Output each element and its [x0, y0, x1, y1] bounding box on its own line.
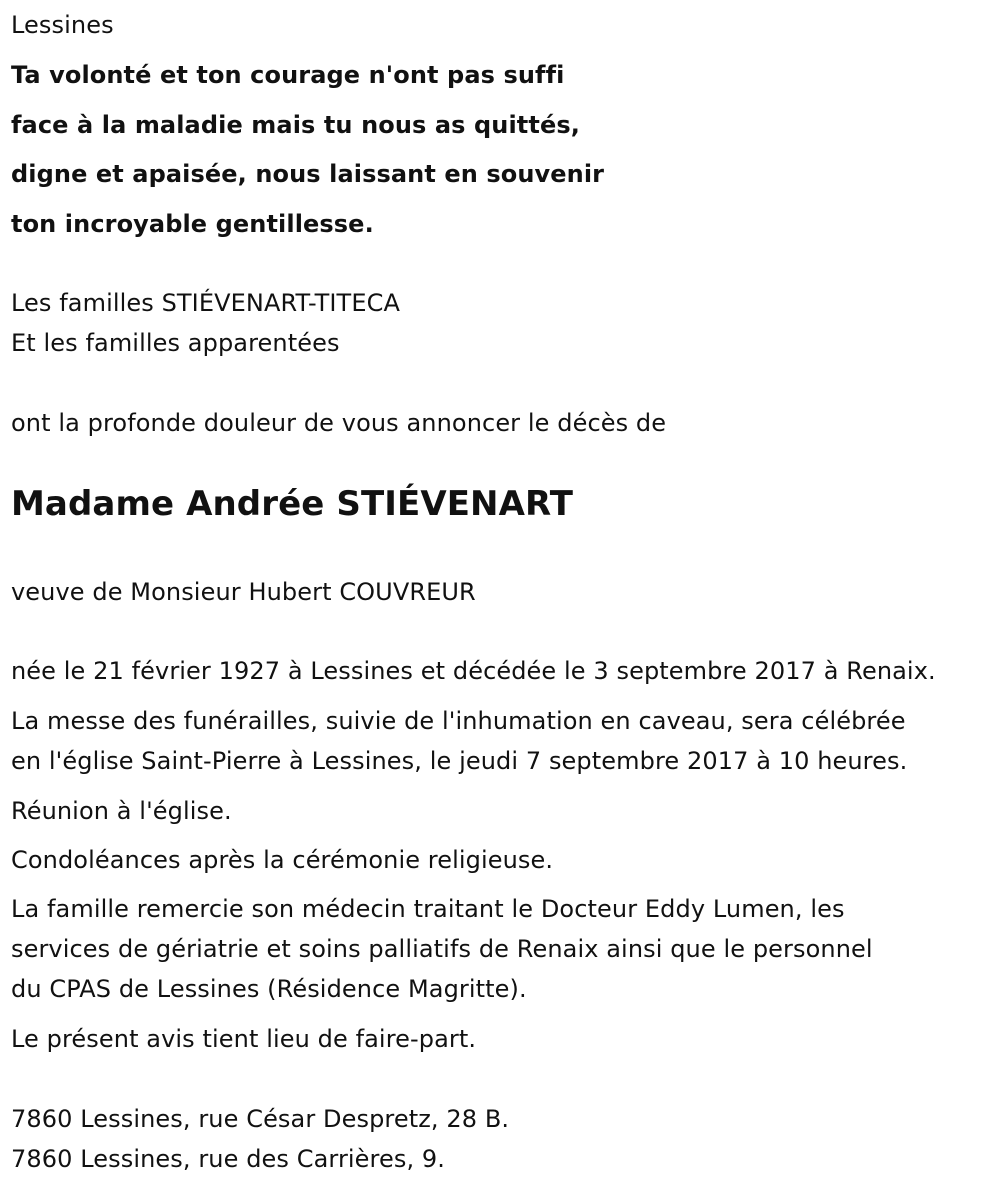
family-line: Les familles STIÉVENART-TITECA — [11, 289, 400, 317]
deceased-name: Madame Andrée STIÉVENART — [11, 484, 574, 524]
poem-line: digne et apaisée, nous laissant en souvenir — [11, 160, 605, 188]
family-line: Et les familles apparentées — [11, 329, 340, 357]
thanks-line: services de gériatrie et soins palliatifs de Renaix ainsi que le personnel — [11, 935, 873, 963]
announcement: ont la profonde douleur de vous annoncer le décès de — [11, 409, 667, 437]
birth-death-dates: née le 21 février 1927 à Lessines et décédée le 3 septembre 2017 à Renaix. — [11, 657, 936, 685]
poem-line: face à la maladie mais tu nous as quittés, — [11, 111, 580, 139]
widow-of: veuve de Monsieur Hubert COUVREUR — [11, 578, 476, 606]
funeral-line: en l'église Saint-Pierre à Lessines, le jeudi 7 septembre 2017 à 10 heures. — [11, 747, 908, 775]
funeral-line: La messe des funérailles, suivie de l'inhumation en caveau, sera célébrée — [11, 707, 906, 735]
address-line: 7860 Lessines, rue des Carrières, 9. — [11, 1145, 446, 1173]
thanks-line: La famille remercie son médecin traitant le Docteur Eddy Lumen, les — [11, 895, 845, 923]
address-line: 7860 Lessines, rue César Despretz, 28 B. — [11, 1105, 510, 1133]
notice-statement: Le présent avis tient lieu de faire-part. — [11, 1025, 477, 1053]
meeting-info: Réunion à l'église. — [11, 797, 232, 825]
place-name: Lessines — [11, 11, 114, 39]
condolences-info: Condoléances après la cérémonie religieuse. — [11, 846, 554, 874]
thanks-line: du CPAS de Lessines (Résidence Magritte). — [11, 975, 527, 1003]
poem-line: ton incroyable gentillesse. — [11, 210, 374, 238]
poem-line: Ta volonté et ton courage n'ont pas suffi — [11, 61, 565, 89]
